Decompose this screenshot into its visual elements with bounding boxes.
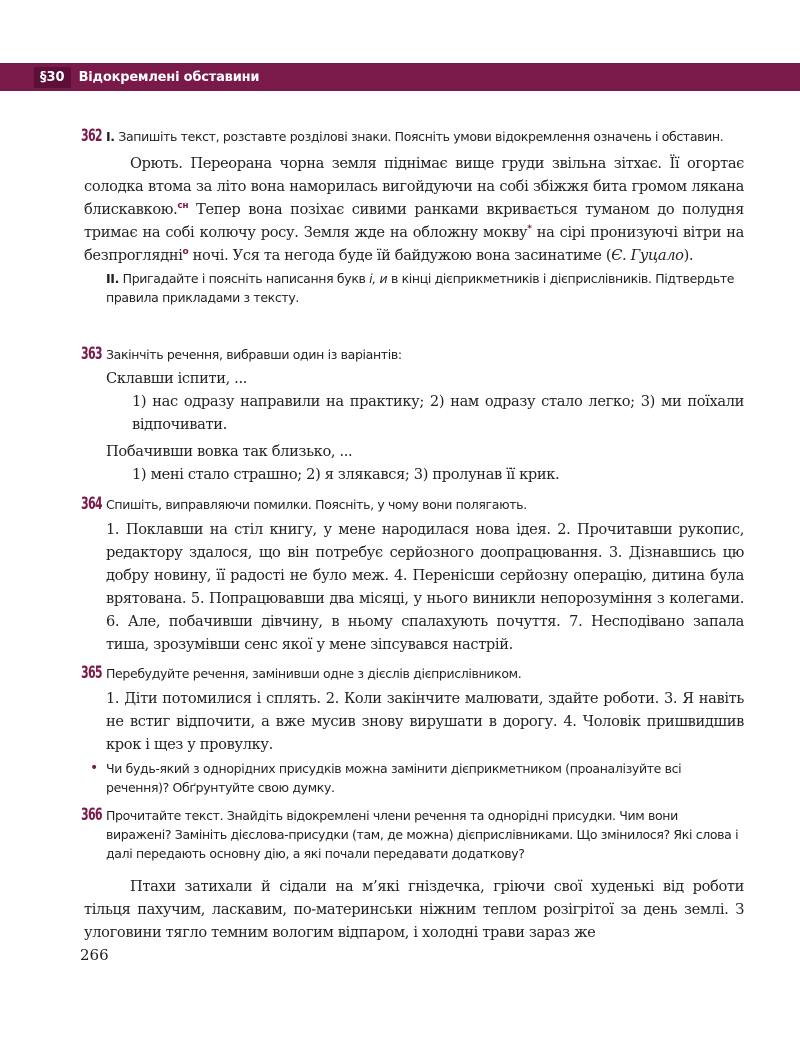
footnote-mark: сн — [177, 201, 189, 212]
exercise-number: 365 — [81, 663, 102, 683]
text-fragment: ). — [683, 247, 694, 264]
exercise-366 — [81, 805, 744, 944]
exercise-364 — [81, 494, 744, 656]
letters: і, и — [369, 271, 388, 286]
exercise-number: 364 — [81, 494, 102, 514]
exercise-instruction-2 — [106, 269, 744, 307]
exercise-number: 366 — [81, 805, 102, 825]
text-fragment: на сірі пронизуючі вітри на безпроглядні — [84, 224, 744, 264]
section-header — [0, 63, 800, 91]
exercise-365 — [81, 663, 744, 797]
exercise-text: 1. Поклавши на стіл книгу, у мене народилася нова ідея. 2. Прочитавши рукопис, редактору здалося, що він потребує серйозного доопрацювання. 3. Дізнавшись цю добру новину, її радості не було меж. 4. Перенісши серйозну операцію, дитина була врятована. 5. Попрацювавши два місяці, у нього виникли непорозуміння з колегами. 6. Але, побачивши дівчину, в ньому спалахують почуття. 7. Несподівано запала тиша, зрозумівши сенс якої у мене зіпсувався настрій. — [106, 521, 744, 653]
exercise-text — [84, 152, 744, 267]
exercise-363 — [81, 344, 744, 486]
section-number: §30 — [34, 67, 71, 88]
section-title: Відокремлені обставини — [78, 69, 260, 85]
exercise-number: 363 — [81, 344, 102, 364]
part-label: II. — [106, 271, 120, 286]
sentence-options: 1) мені стало страшно; 2) я злякався; 3) пролунав її крик. — [132, 466, 560, 483]
text-fragment: Тепер вона позіхає сивими ранками вкривається туманом до полудня тримає на собі колючу росу. Земля жде на обложну мокву — [84, 201, 744, 241]
page-number: 266 — [80, 946, 109, 964]
exercise-number: 362 — [81, 126, 102, 146]
exercise-instruction: Прочитайте текст. Знайдіть відокремлені члени речення та однорідні присудки. Чим вони виражені? Замініть дієслова-присудки (там, де можна) дієприслівниками. Що змінилося? Які слова і далі передають основну дію, а які почали передавати додаткову? — [106, 808, 739, 861]
instruction-text: в кінці дієприкметників і дієприслівників. Підтвердьте правила прикладами з тексту. — [106, 271, 735, 305]
bullet-question — [84, 759, 744, 797]
author: Є. Гуцало — [611, 247, 684, 264]
sentence-start: Побачивши вовка так близько, ... — [106, 443, 353, 460]
part-label: I. — [106, 129, 115, 144]
sentence-options: 1) нас одразу направили на практику; 2) нам одразу стало легко; 3) ми поїхали відпочивати. — [132, 393, 744, 433]
instruction-text: Запишіть текст, розставте розділові знаки. Поясніть умови відокремлення означень і обставин. — [118, 129, 724, 144]
footnote-mark: о — [182, 247, 189, 258]
exercise-362 — [81, 126, 744, 307]
exercise-instruction: Перебудуйте речення, замінивши одне з дієслів дієприслівником. — [106, 666, 522, 681]
bullet-text: Чи будь-який з однорідних присудків можна замінити дієприкметником (проаналізуйте всі речення)? Обґрунтуйте свою думку. — [106, 761, 682, 795]
exercise-text: 1. Діти потомилися і сплять. 2. Коли закінчите малювати, здайте роботи. 3. Я навіть не встиг відпочити, а вже мусив знову вирушати в дорогу. 4. Чоловік пришвидшив крок і щез у провулку. — [106, 690, 744, 753]
exercise-instruction: Закінчіть речення, вибравши один із варіантів: — [106, 347, 402, 362]
exercise-instruction: Спишіть, виправляючи помилки. Поясніть, у чому вони полягають. — [106, 497, 527, 512]
bullet-icon: • — [90, 760, 98, 776]
text-fragment: Орють. Переорана чорна земля піднімає вище груди звільна зітхає. Її огортає солодка втома за літо вона наморилась вигойдуючи на собі збіжжя бита громом лякана блискавкою. — [84, 155, 744, 218]
exercise-instruction — [106, 127, 744, 146]
instruction-text: Пригадайте і поясніть написання букв — [122, 271, 366, 286]
text-fragment: ночі. Уся та негода буде їй байдужою вона засинатиме ( — [188, 247, 612, 264]
exercise-text: Птахи затихали й сідали на м’які гніздечка, гріючи свої худенькі від роботи тільця пахучим, ласкавим, по-материнськи ніжним теплом розігрітої за день землі. З улоговини тягло темним вологим відпаром, і холодні трави зараз же — [84, 878, 744, 941]
footnote-mark: * — [527, 224, 532, 235]
sentence-start: Склавши іспити, ... — [106, 370, 248, 387]
